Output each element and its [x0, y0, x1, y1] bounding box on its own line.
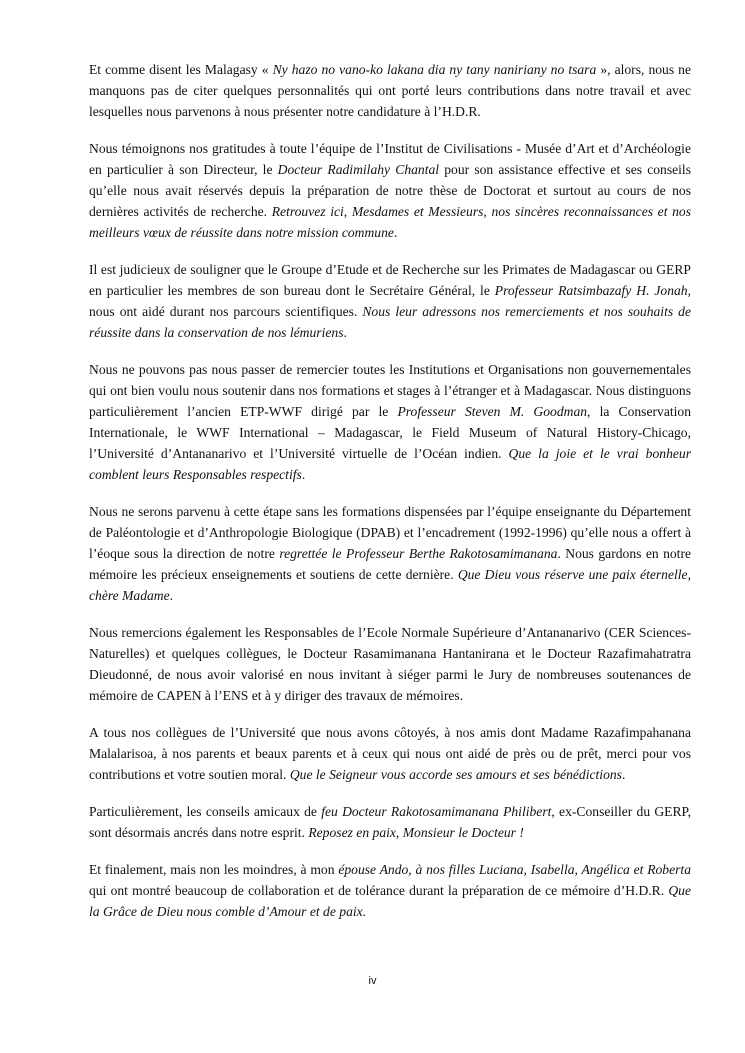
- para-4-text-2: , la Conservation Internationale, le WWF International – Madagascar, le Field Museum of Natural History-Chicago, l’Université d’Antananarivo et l’Université virtuelle de l’Océan indien.: [89, 404, 692, 461]
- para-9-italic-family: épouse Ando, à nos filles Luciana, Isabella, Angélica et Roberta: [338, 862, 691, 877]
- para-2-text-3: .: [393, 225, 398, 240]
- para-8-text-1: Particulièrement, les conseils amicaux de: [89, 804, 322, 819]
- paragraph-5: [89, 501, 691, 606]
- para-5-text-1: Nous ne serons parvenu à cette étape sans les formations dispensées par l’équipe enseignante du Département de Paléontologie et d’Anthropologie Biologique (DPAB) et l’encadrement (1992-1996) qu’elle nous a offert à l’éoque sous la direction de notre: [89, 504, 691, 561]
- para-9-text-1: Et finalement, mais non les moindres, à mon: [89, 862, 339, 877]
- page-number: iv: [368, 975, 377, 987]
- para-8-italic-name: feu Docteur Rakotosamimanana Philibert: [321, 804, 552, 819]
- paragraph-6: [89, 622, 691, 706]
- para-4-text-1: Nous ne pouvons pas nous passer de remercier toutes les Institutions et Organisations non gouvernementales qui ont bien voulu nous soutenir dans nos formations et stages à l’étranger et à Madagascar. Nous distinguons particulièrement l’ancien ETP-WWF dirigé par le: [89, 362, 691, 419]
- para-5-text-3: .: [169, 588, 174, 603]
- para-3-italic-name: Professeur Ratsimbazafy H. Jonah,: [494, 283, 691, 298]
- para-5-italic-wish: Que Dieu vous réserve une paix éternelle, chère Madame: [89, 567, 691, 603]
- para-4-italic-name: Professeur Steven M. Goodman: [397, 404, 588, 419]
- para-1-text-2: », alors, nous ne manquons pas de citer quelques personnalités qui ont porté leurs contributions dans notre travail et avec lesquelles nous parvenons à nous présenter notre candidature à l’H.D.R.: [89, 62, 692, 119]
- para-7-text-1: A tous nos collègues de l’Université que nous avons côtoyés, à nos amis dont Madame Razafimpahanana Malalarisoa, à nos parents et beaux parents et à ceux qui nous ont aidé de près ou de prêt, merci pour vos contributions et votre soutien moral.: [89, 725, 691, 782]
- para-9-italic-wish: Que la Grâce de Dieu nous comble d’Amour et de paix.: [89, 883, 691, 919]
- para-7-text-2: .: [621, 767, 626, 782]
- para-3-italic-wish: Nous leur adressons nos remerciements et nos souhaits de réussite dans la conservation de nos lémuriens: [89, 304, 691, 340]
- para-3-text-2: nous ont aidé durant nos parcours scientifiques.: [89, 304, 363, 319]
- acknowledgements-body: [89, 59, 691, 938]
- para-8-text-2: , ex-Conseiller du GERP, sont désormais ancrés dans notre esprit.: [89, 804, 692, 840]
- para-7-italic-wish: Que le Seigneur vous accorde ses amours et ses bénédictions: [289, 767, 622, 782]
- para-6-text-1: Nous remercions également les Responsables de l’Ecole Normale Supérieure d’Antananarivo (CER Sciences-Naturelles) et quelques collègues, le Docteur Rasamimanana Hantanirana et le Docteur Razafimahatratra Dieudonné, de nous avoir valorisé en nous invitant à siéger parmi le Jury de nombreuses soutenances de mémoire de CAPEN à l’ENS et à y diriger des travaux de mémoires.: [89, 625, 691, 703]
- paragraph-7: [89, 722, 691, 785]
- paragraph-1: [89, 59, 691, 122]
- para-2-text-1: Nous témoignons nos gratitudes à toute l’équipe de l’Institut de Civilisations - Musée d’Art et d’Archéologie en particulier à son Directeur, le: [89, 141, 691, 177]
- para-2-text-2: pour son assistance effective et ses conseils qu’elle nous avait réservés depuis la préparation de notre thèse de Doctorat et surtout au cours de nos dernières activités de recherche.: [89, 162, 691, 219]
- para-5-text-2: . Nous gardons en notre mémoire les précieux enseignements et soutiens de cette dernière.: [89, 546, 692, 582]
- para-8-italic-wish: Reposez en paix, Monsieur le Docteur !: [308, 825, 524, 840]
- paragraph-3: [89, 259, 691, 343]
- para-4-text-3: .: [301, 467, 306, 482]
- para-5-italic-name: regrettée le Professeur Berthe Rakotosamimanana: [279, 546, 558, 561]
- para-1-italic-proverb: Ny hazo no vano-ko lakana dia ny tany naniriany no tsara: [272, 62, 597, 77]
- para-3-text-3: .: [343, 325, 347, 340]
- paragraph-8: [89, 801, 691, 843]
- paragraph-4: [89, 359, 691, 485]
- para-2-italic-name: Docteur Radimilahy Chantal: [277, 162, 440, 177]
- para-4-italic-wish: Que la joie et le vrai bonheur comblent leurs Responsables respectifs: [89, 446, 691, 482]
- para-9-text-2: qui ont montré beaucoup de collaboration et de tolérance durant la préparation de ce mémoire d’H.D.R.: [89, 883, 669, 898]
- paragraph-2: [89, 138, 691, 243]
- para-2-italic-wish: Retrouvez ici, Mesdames et Messieurs, nos sincères reconnaissances et nos meilleurs vœux de réussite dans notre mission commune: [89, 204, 691, 240]
- paragraph-9: [89, 859, 691, 922]
- para-3-text-1: Il est judicieux de souligner que le Groupe d’Etude et de Recherche sur les Primates de Madagascar ou GERP en particulier les membres de son bureau dont le Secrétaire Général, le: [89, 262, 691, 298]
- para-1-text-1: Et comme disent les Malagasy «: [89, 62, 273, 77]
